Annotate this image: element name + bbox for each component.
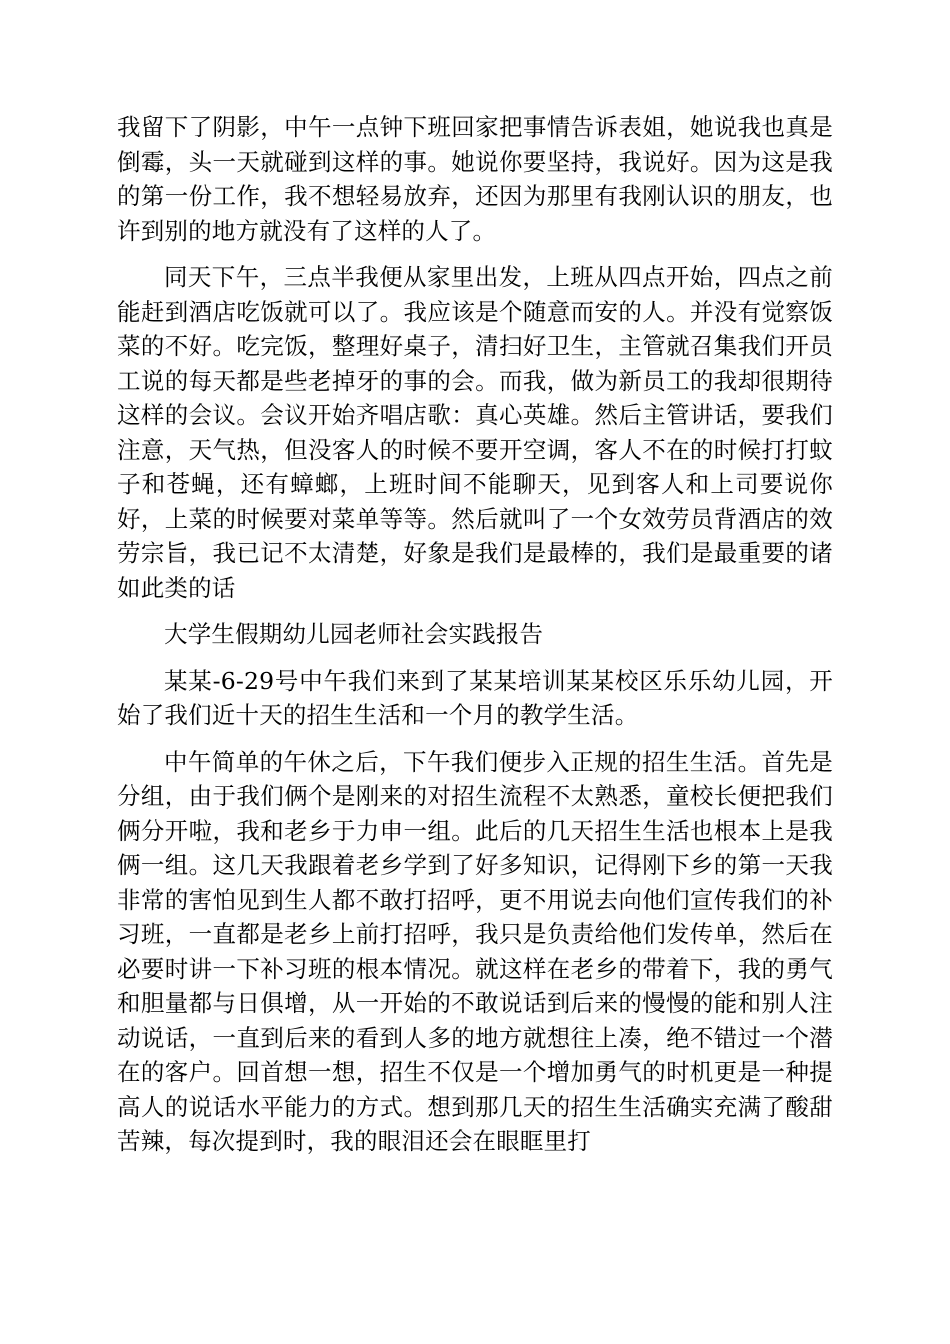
paragraph-4: 中午简单的午休之后，下午我们便步入正规的招生生活。首先是分组，由于我们俩个是刚来的对招生流程不太熟悉，童校长便把我们俩分开啦，我和老乡于力申一组。此后的几天招生生活也根本上是我俩一组。这几天我跟着老乡学到了好多知识，记得刚下乡的第一天我非常的害怕见到生人都不敢打招呼，更不用说去向他们宣传我们的补习班，一直都是老乡上前打招呼，我只是负责给他们发传单，然后在必要时讲一下补习班的根本情况。就这样在老乡的带着下，我的勇气和胆量都与日俱增，从一开始的不敢说话到后来的慢慢的能和别人注动说话，一直到后来的看到人多的地方就想往上凑，绝不错过一个潜在的客户。回首想一想，招生不仅是一个增加勇气的时机更是一种提高人的说话水平能力的方式。想到那几天的招生生活确实充满了酸甜苦辣，每次提到时，我的眼泪还会在眼眶里打 [117, 747, 833, 1155]
paragraph-1: 我留下了阴影，中午一点钟下班回家把事情告诉表姐，她说我也真是倒霉，头一天就碰到这样的事。她说你要坚持，我说好。因为这是我的第一份工作，我不想轻易放弃，还因为那里有我刚认识的朋友，也许到别的地方就没有了这样的人了。 [117, 113, 833, 245]
paragraph-2: 同天下午，三点半我便从家里出发，上班从四点开始，四点之前能赶到酒店吃饭就可以了。我应该是个随意而安的人。并没有觉察饭菜的不好。吃完饭，整理好桌子，清扫好卫生，主管就召集我们开员工说的每天都是些老掉牙的事的会。而我，做为新员工的我却很期待这样的会议。会议开始齐唱店歌：真心英雄。然后主管讲话，要我们注意，天气热，但没客人的时候不要开空调，客人不在的时候打打蚊子和苍蝇，还有蟑螂，上班时间不能聊天，见到客人和上司要说你好，上菜的时候要对菜单等等。然后就叫了一个女效劳员背酒店的效劳宗旨，我已记不太清楚，好象是我们是最棒的，我们是最重要的诸如此类的话 [117, 263, 833, 602]
section-heading: 大学生假期幼儿园老师社会实践报告 [164, 620, 544, 648]
paragraph-3: 某某-6-29号中午我们来到了某某培训某某校区乐乐幼儿园，开始了我们近十天的招生生活和一个月的教学生活。 [117, 666, 833, 729]
document-page [117, 110, 833, 1159]
